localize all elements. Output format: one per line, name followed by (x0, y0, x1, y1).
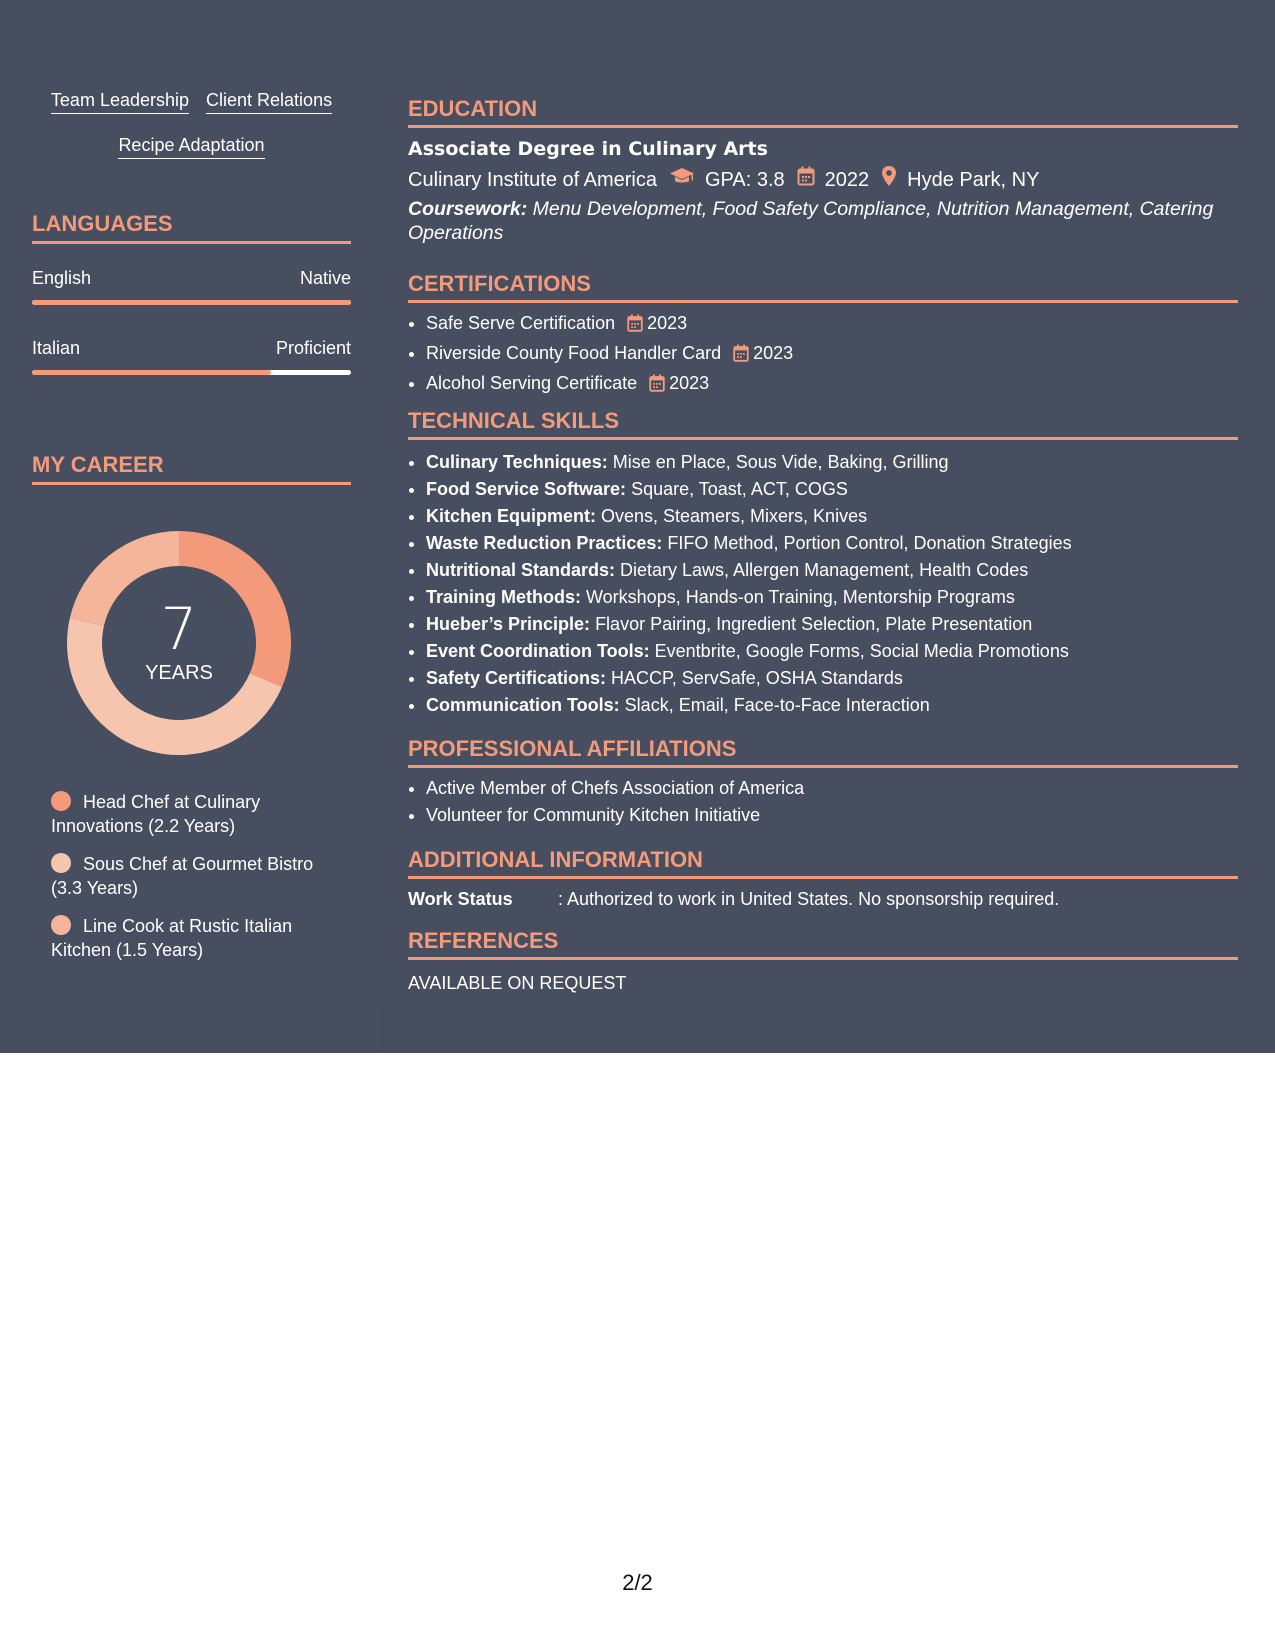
skill-item (426, 665, 1238, 692)
technical-skills-heading: TECHNICAL SKILLS (408, 408, 1238, 440)
graduation-cap-icon (669, 166, 695, 194)
skill-label: Training Methods: (426, 587, 581, 607)
education-degree: Associate Degree in Culinary Arts (408, 138, 768, 160)
education-coursework (408, 197, 1238, 245)
language-level: Native (299, 268, 351, 288)
skill-item (426, 611, 1238, 638)
affiliation-item: • Active Member of Chefs Association of America (426, 775, 1238, 802)
education-school: Culinary Institute of America (408, 169, 657, 191)
certifications-list (408, 310, 1238, 400)
career-total-years: 7 (160, 595, 198, 663)
skill-label: Kitchen Equipment: (426, 506, 596, 526)
legend-label: Head Chef at Culinary Innovations (2.2 Years) (51, 792, 261, 836)
certification-name: Safe Serve Certification (426, 313, 616, 333)
skill-item (426, 530, 1238, 557)
legend-dot (51, 915, 71, 935)
references-text: AVAILABLE ON REQUEST (408, 973, 627, 993)
education-gpa: GPA: 3.8 (705, 169, 785, 191)
work-status-row (408, 887, 1059, 911)
education-year: 2022 (824, 169, 870, 191)
certification-item (426, 340, 1238, 370)
certification-name: Alcohol Serving Certificate (426, 373, 638, 393)
work-status-value: : Authorized to work in United States. No sponsorship required. (558, 889, 1060, 909)
certifications-heading: CERTIFICATIONS (408, 271, 1238, 303)
calendar-icon (627, 313, 643, 340)
calendar-icon (797, 166, 815, 194)
skill-label: Food Service Software: (426, 479, 627, 499)
career-total-unit: YEARS (145, 662, 213, 684)
skill-value: FIFO Method, Portion Control, Donation Strategies (662, 533, 1072, 553)
affiliations-heading: PROFESSIONAL AFFILIATIONS (408, 736, 1238, 768)
language-item (32, 337, 351, 375)
skill-tags (32, 88, 351, 178)
certification-year: 2023 (669, 373, 710, 393)
skill-label: Culinary Techniques: (426, 452, 608, 472)
technical-skills-list (408, 449, 1238, 719)
career-legend-item (51, 790, 341, 838)
skill-item (426, 503, 1238, 530)
skill-value: Square, Toast, ACT, COGS (626, 479, 848, 499)
skill-value: Flavor Pairing, Ingredient Selection, Plate Presentation (590, 614, 1033, 634)
certification-item (426, 310, 1238, 340)
education-location: Hyde Park, NY (907, 169, 1040, 191)
legend-label: Sous Chef at Gourmet Bistro (3.3 Years) (51, 854, 314, 898)
location-pin-icon (881, 165, 897, 195)
skill-tag: Team Leadership (51, 88, 189, 114)
affiliation-item: • Volunteer for Community Kitchen Initiative (426, 802, 1238, 829)
page-number: 2/2 (622, 1570, 653, 1595)
skill-value: HACCP, ServSafe, OSHA Standards (606, 668, 903, 688)
calendar-icon (733, 343, 749, 370)
skill-label: Communication Tools: (426, 695, 620, 715)
skill-tag: Recipe Adaptation (118, 133, 264, 159)
skill-label: Nutritional Standards: (426, 560, 616, 580)
certification-year: 2023 (647, 313, 688, 333)
education-meta (408, 165, 1238, 195)
skill-value: Workshops, Hands-on Training, Mentorship Programs (581, 587, 1015, 607)
certification-year: 2023 (753, 343, 794, 363)
skill-value: Ovens, Steamers, Mixers, Knives (596, 506, 868, 526)
languages-heading: LANGUAGES (32, 211, 351, 244)
language-proficiency-bar (32, 300, 351, 305)
work-status-label: Work Status (408, 889, 513, 909)
legend-label: Line Cook at Rustic Italian Kitchen (1.5 Years) (51, 916, 293, 960)
references-heading: REFERENCES (408, 928, 1238, 960)
education-heading: EDUCATION (408, 96, 1238, 128)
language-item (32, 267, 351, 305)
language-proficiency-bar (32, 370, 351, 375)
skill-value: Slack, Email, Face-to-Face Interaction (619, 695, 930, 715)
skill-value: Eventbrite, Google Forms, Social Media Promotions (649, 641, 1069, 661)
language-name: Italian (32, 338, 81, 358)
skill-item (426, 584, 1238, 611)
skill-item (426, 692, 1238, 719)
skill-label: Safety Certifications: (426, 668, 607, 688)
language-name: English (32, 268, 92, 288)
language-level: Proficient (275, 338, 351, 358)
skill-item (426, 476, 1238, 503)
skill-value: Dietary Laws, Allergen Management, Health Codes (615, 560, 1029, 580)
skill-item (426, 449, 1238, 476)
additional-info-heading: ADDITIONAL INFORMATION (408, 847, 1238, 879)
certification-item (426, 370, 1238, 400)
skill-label: Event Coordination Tools: (426, 641, 650, 661)
calendar-icon (649, 373, 665, 400)
affiliations-list (408, 775, 1238, 829)
skill-label: Waste Reduction Practices: (426, 533, 663, 553)
legend-dot (51, 791, 71, 811)
career-legend-item (51, 914, 341, 962)
skill-label: Hueber’s Principle: (426, 614, 591, 634)
career-donut-chart (66, 530, 292, 756)
career-legend-item (51, 852, 341, 900)
career-heading: MY CAREER (32, 452, 351, 485)
skill-tag: Client Relations (206, 88, 332, 114)
certification-name: Riverside County Food Handler Card (426, 343, 722, 363)
language-proficiency-fill (32, 300, 351, 305)
coursework-label: Coursework: (408, 198, 528, 220)
education-entry (408, 136, 1238, 245)
column-divider (382, 1003, 383, 1053)
skill-item (426, 638, 1238, 665)
legend-dot (51, 853, 71, 873)
skill-item (426, 557, 1238, 584)
skill-value: Mise en Place, Sous Vide, Baking, Grilling (607, 452, 949, 472)
coursework-list: Menu Development, Food Safety Compliance, Nutrition Management, Catering Operations (408, 198, 1214, 244)
language-proficiency-fill (32, 370, 271, 375)
